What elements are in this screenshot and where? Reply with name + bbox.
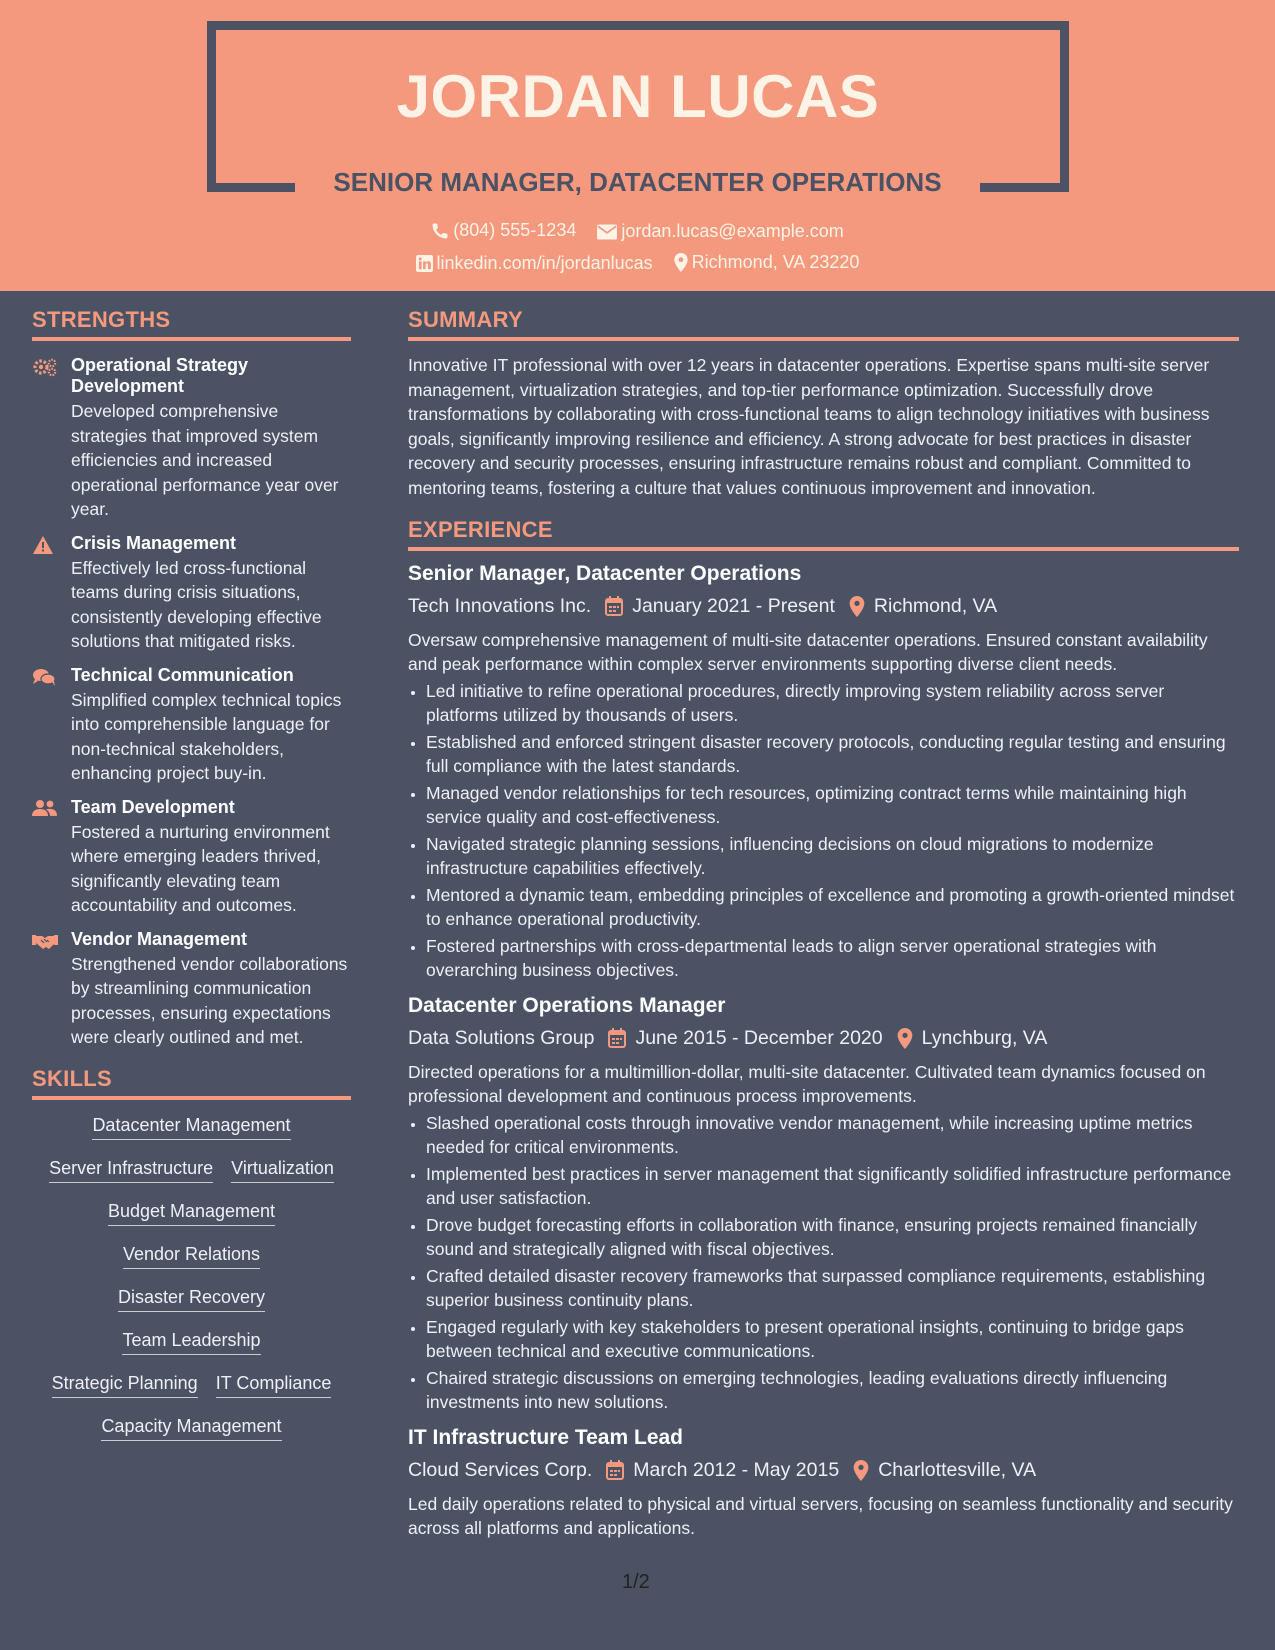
skill-row — [32, 1286, 351, 1312]
job-title: Senior Manager, Datacenter Operations — [408, 561, 802, 585]
strength-name: Operational Strategy Development — [71, 355, 249, 396]
strength-name: Technical Communication — [71, 664, 294, 685]
warning-icon — [32, 535, 58, 555]
strength-desc: Effectively led cross-functional teams during crisis situations, consistently developing effective solutions that mitigated risks. — [71, 557, 322, 651]
skill-tag: Virtualization — [231, 1157, 334, 1183]
job-company: Data Solutions Group — [408, 1026, 595, 1049]
calendar-icon — [605, 596, 623, 616]
strength-desc: Simplified complex technical topics into comprehensible language for non-technical stakeholders, enhancing project buy-in. — [71, 689, 342, 783]
skill-row — [32, 1157, 351, 1183]
strength-desc: Developed comprehensive strategies that improved system efficiencies and increased operational performance year over year. — [71, 401, 339, 519]
job-entry — [408, 561, 1239, 983]
skill-tag: IT Compliance — [216, 1372, 332, 1398]
job-bullet: • Implemented best practices in server management that significantly solidified infrastructure performance and user satisfaction. — [426, 1162, 1239, 1211]
skill-row — [32, 1372, 351, 1398]
skill-tag: Team Leadership — [122, 1329, 260, 1355]
skills-heading: SKILLS — [32, 1066, 351, 1100]
linkedin-text: linkedin.com/in/jordanlucas — [436, 253, 653, 273]
skills-list — [32, 1114, 351, 1441]
job-bullet: • Drove budget forecasting efforts in collaboration with finance, ensuring projects remained financially sound and strategically aligned with fiscal objectives. — [426, 1213, 1239, 1262]
summary-text: Innovative IT professional with over 12 years in datacenter operations. Expertise spans multi-site server management, virtualization strategies, and top-tier performance optimization. Successfully drove transformations by collaborating with cross-functional teams to align technology initiatives with business goals, significantly improving resilience and efficiency. A strong advocate for best practices in disaster recovery and security processes, ensuring infrastructure remains robust and compliant. Committed to mentoring teams, fostering a culture that values continuous improvement and innovation. — [408, 355, 1210, 498]
job-entry — [408, 993, 1239, 1415]
skill-row — [32, 1243, 351, 1269]
phone-icon — [431, 222, 449, 240]
job-bullet: • Established and enforced stringent disaster recovery protocols, conducting regular testing and ensuring full compliance with the latest standards. — [426, 730, 1239, 779]
comments-icon — [32, 667, 58, 687]
strength-item — [32, 355, 351, 522]
job-dates-group — [605, 595, 835, 618]
job-description: Oversaw comprehensive management of multi-site datacenter operations. Ensured constant availability and peak performance within complex server environments supporting diverse client needs. — [408, 629, 1208, 675]
map-pin-icon — [853, 1460, 869, 1481]
job-bullet: • Fostered partnerships with cross-departmental leads to align server operational strategies with overarching business objectives. — [426, 934, 1239, 983]
job-company: Cloud Services Corp. — [408, 1458, 593, 1481]
job-company: Tech Innovations Inc. — [408, 594, 592, 617]
strength-desc: Strengthened vendor collaborations by streamlining communication processes, ensuring expectations were clearly outlined and met. — [71, 953, 348, 1047]
job-dates: March 2012 - May 2015 — [633, 1458, 840, 1481]
job-title: IT Infrastructure Team Lead — [408, 1425, 684, 1449]
strength-name: Team Development — [71, 796, 235, 817]
strength-desc: Fostered a nurturing environment where emerging leaders thrived, significantly elevating team accountability and outcomes. — [71, 821, 330, 915]
job-dates-group — [606, 1459, 839, 1482]
contact-location — [674, 252, 860, 273]
skill-tag: Datacenter Management — [92, 1114, 290, 1140]
job-location: Charlottesville, VA — [878, 1458, 1037, 1481]
job-location-group — [897, 1027, 1048, 1050]
candidate-title: SENIOR MANAGER, DATACENTER OPERATIONS — [333, 167, 942, 197]
job-bullets — [408, 1111, 1239, 1415]
job-bullet: • Slashed operational costs through innovative vendor management, while increasing uptime metrics needed for critical environments. — [426, 1111, 1239, 1160]
job-meta — [408, 1027, 1239, 1050]
job-bullet: • Mentored a dynamic team, embedding principles of excellence and promoting a growth-oriented mindset to enhance operational productivity. — [426, 883, 1239, 932]
job-bullet: • Crafted detailed disaster recovery frameworks that surpassed compliance requirements, establishing superior business continuity plans. — [426, 1264, 1239, 1313]
left-column — [32, 291, 351, 1458]
strength-item — [32, 797, 351, 918]
map-pin-icon — [849, 596, 865, 617]
resume-header — [0, 0, 1275, 291]
contact-email[interactable] — [597, 221, 843, 242]
job-location-group — [849, 595, 997, 618]
job-bullet: • Led initiative to refine operational procedures, directly improving system reliability across server platforms utilized by thousands of users. — [426, 679, 1239, 728]
skill-tag: Capacity Management — [101, 1415, 281, 1441]
strengths-heading: STRENGTHS — [32, 307, 351, 341]
envelope-icon — [597, 224, 617, 240]
job-location-group — [853, 1459, 1036, 1482]
calendar-icon — [608, 1028, 626, 1048]
job-bullet: • Managed vendor relationships for tech resources, optimizing contract terms while maintaining high service quality and cost-effectiveness. — [426, 781, 1239, 830]
skill-tag: Budget Management — [108, 1200, 275, 1226]
calendar-icon — [606, 1460, 624, 1480]
linkedin-icon — [416, 255, 433, 272]
skill-row — [32, 1415, 351, 1441]
gears-icon — [32, 357, 58, 377]
strength-name: Vendor Management — [71, 928, 248, 949]
map-pin-icon — [897, 1028, 913, 1049]
job-dates: June 2015 - December 2020 — [635, 1026, 883, 1049]
contact-row-2 — [0, 252, 1275, 277]
strength-item — [32, 929, 351, 1050]
job-description: Directed operations for a multimillion-dollar, multi-site datacenter. Cultivated team dynamics focused on professional development and continuous process improvements. — [408, 1061, 1206, 1107]
skill-tag: Strategic Planning — [52, 1372, 198, 1398]
contact-row-1 — [0, 220, 1275, 245]
contact-phone[interactable] — [431, 220, 576, 241]
strength-item — [32, 533, 351, 654]
strength-name: Crisis Management — [71, 532, 237, 553]
users-icon — [32, 799, 58, 819]
right-column — [408, 291, 1239, 1541]
job-bullet: • Navigated strategic planning sessions, influencing decisions on cloud migrations to modernize infrastructure capabilities effectively. — [426, 832, 1239, 881]
candidate-name: JORDAN LUCAS — [396, 63, 880, 130]
job-dates: January 2021 - Present — [632, 594, 835, 617]
skill-row — [32, 1200, 351, 1226]
page-number: 1/2 — [622, 1571, 650, 1593]
job-bullet: • Chaired strategic discussions on emerging technologies, leading evaluations directly influencing investments into new solutions. — [426, 1366, 1239, 1415]
contact-linkedin[interactable] — [416, 253, 653, 274]
strength-item — [32, 665, 351, 786]
handshake-icon — [32, 931, 58, 951]
experience-heading: EXPERIENCE — [408, 517, 1239, 551]
job-title: Datacenter Operations Manager — [408, 993, 726, 1017]
skill-tag: Vendor Relations — [123, 1243, 260, 1269]
summary-heading: SUMMARY — [408, 307, 1239, 341]
skill-row — [32, 1329, 351, 1355]
job-bullet: • Engaged regularly with key stakeholders to present operational insights, continuing to bridge gaps between technical and executive communications. — [426, 1315, 1239, 1364]
location-text: Richmond, VA 23220 — [691, 252, 860, 272]
job-description: Led daily operations related to physical and virtual servers, focusing on seamless functionality and security across all platforms and applications. — [408, 1493, 1233, 1539]
map-pin-icon — [674, 253, 688, 272]
skill-tag: Disaster Recovery — [118, 1286, 265, 1312]
job-location: Richmond, VA — [873, 594, 998, 617]
skill-tag: Server Infrastructure — [49, 1157, 213, 1183]
phone-text: (804) 555-1234 — [453, 220, 577, 240]
job-dates-group — [608, 1027, 882, 1050]
job-bullets — [408, 679, 1239, 983]
job-location: Lynchburg, VA — [921, 1026, 1048, 1049]
email-text: jordan.lucas@example.com — [621, 221, 844, 241]
job-meta — [408, 1459, 1239, 1482]
skill-row — [32, 1114, 351, 1140]
header-frame-top — [207, 21, 1069, 30]
job-meta — [408, 595, 1239, 618]
job-entry — [408, 1425, 1239, 1541]
